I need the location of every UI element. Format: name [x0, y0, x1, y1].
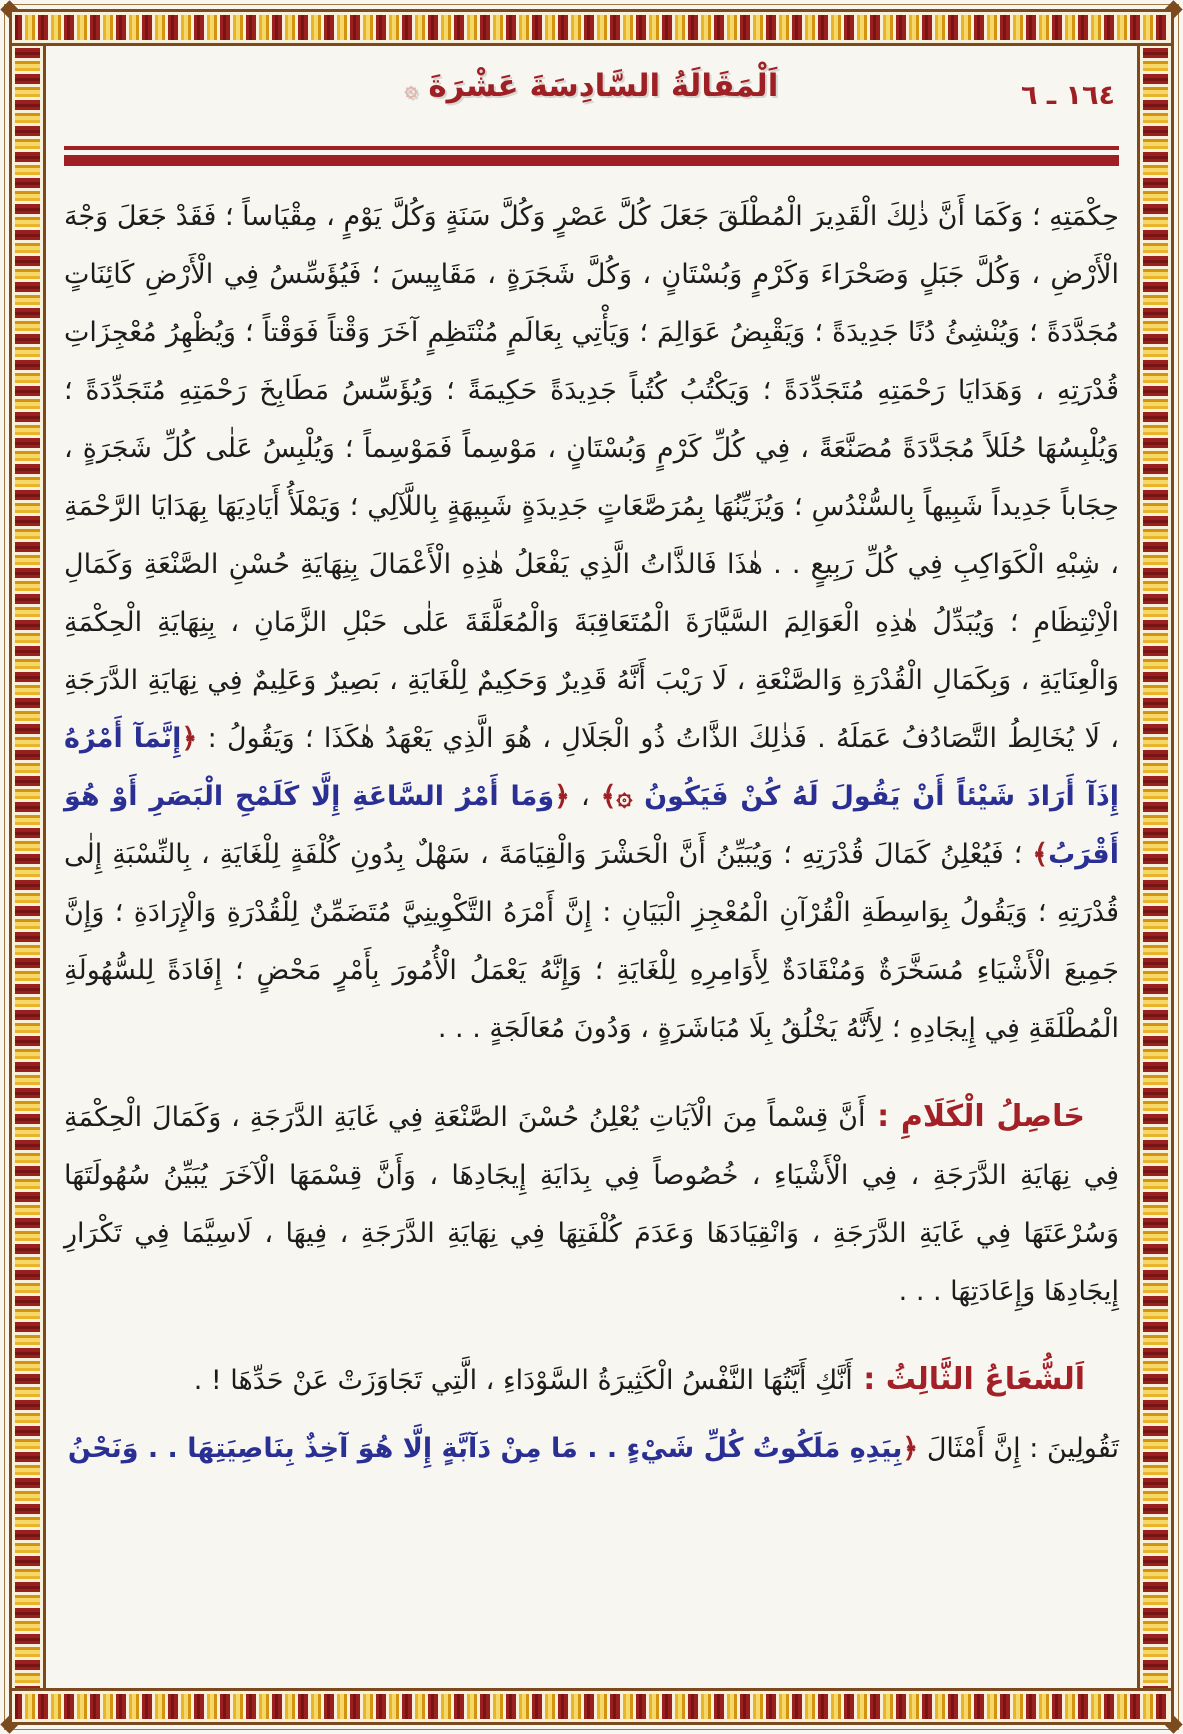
quran-quote: إِنَّمَآ أَمْرُهُ إِذَآ أَرَادَ شَيْئاً أَنْ يَقُولَ لَهُ كُنْ فَيَكُونُ	[64, 723, 1119, 812]
quran-quote: وَمَا أَمْرُ السَّاعَةِ إِلَّا كَلَمْحِ الْبَصَرِ أَوْ هُوَ أَقْرَبُ	[64, 781, 1119, 870]
chain-border-left	[9, 9, 46, 1725]
ayah-open-bracket-icon: ﴿	[554, 781, 570, 812]
ayah-close-bracket-icon: ۞﴾	[600, 781, 645, 812]
text-segment: حِكْمَتِهِ ؛ وَكَمَا أَنَّ ذٰلِكَ الْقَدِيرَ الْمُطْلَقَ جَعَلَ كُلَّ عَصْرٍ وَكُلَّ سَنَةٍ وَكُلَّ يَوْمٍ ، مِقْيَاساً ؛ فَقَدْ جَعَلَ وَجْهَ الْأَرْضِ ، وَكُلَّ جَبَلٍ وَصَحْرَاءَ وَكَرْمٍ وَبُسْتَانٍ ، وَكُلَّ شَجَرَةٍ ، مَقَايِيسَ ؛ فَيُؤَسِّسُ فِي الْأَرْضِ كَائِنَاتٍ مُجَدَّدَةً ؛ وَيُنْشِئُ دُنًا جَدِيدَةً ؛ وَيَقْبِضُ عَوَالِمَ ؛ وَيَأْتِي بِعَالَمٍ مُنْتَظِمٍ آخَرَ وَقْتاً فَوَقْتاً ؛ وَيُظْهِرُ مُعْجِزَاتِ قُدْرَتِهِ ، وَهَدَايَا رَحْمَتِهِ مُتَجَدِّدَةً ؛ وَيَكْتُبُ كُتُباً جَدِيدَةً حَكِيمَةً ؛ وَيُؤَسِّسُ مَطَابِخَ رَحْمَتِهِ مُتَجَدِّدَةً ؛ وَيُلْبِسُهَا حُلَلاً مُجَدَّدَةً مُصَنَّعَةً ، فِي كُلِّ كَرْمٍ وَبُسْتَانٍ ، مَوْسِماً فَمَوْسِماً ؛ وَيُلْبِسُ عَلٰى كُلِّ شَجَرَةٍ ، حِجَاباً جَدِيداً شَبِيهاً بِالسُّنْدُسِ ؛ وَيُزَيِّنُهَا بِمُرَصَّعَاتٍ جَدِيدَةٍ شَبِيهَةٍ بِاللَّآلِي ؛ وَيَمْلَأُ أَيَادِيَهَا بِهَدَايَا الرَّحْمَةِ ، شِبْهِ الْكَوَاكِبِ فِي كُلِّ رَبِيعٍ . . هٰذَا فَالذَّاتُ الَّذِي يَفْعَلُ هٰذِهِ الْأَعْمَالَ بِنِهَايَةِ حُسْنِ الصَّنْعَةِ وَكَمَالِ الْاِنْتِظَامِ ؛ وَيُبَدِّلُ هٰذِهِ الْعَوَالِمَ السَّيَّارَةَ الْمُتَعَاقِبَةَ وَالْمُعَلَّقَةَ عَلٰى حَبْلِ الزَّمَانِ ، بِنِهَايَةِ الْحِكْمَةِ وَالْعِنَايَةِ ، وَبِكَمَالِ الْقُدْرَةِ وَالصَّنْعَةِ ، لَا رَيْبَ أَنَّهُ قَدِيرٌ وَحَكِيمٌ لِلْغَايَةِ ، بَصِيرٌ وَعَلِيمٌ فِي نِهَايَةِ الدَّرَجَةِ ، لَا يُخَالِطُ التَّصَادُفُ عَمَلَهُ . فَذٰلِكَ الذَّاتُ ذُو الْجَلَالِ ، هُوَ الَّذِي يَعْهَدُ هٰكَذَا ؛ وَيَقُولُ :	[64, 201, 1119, 754]
paragraph-main	[64, 188, 1119, 1058]
text-segment: أَنَّكِ أَيَّتُهَا النَّفْسُ الْكَثِيرَةُ السَّوْدَاءِ ، الَّتِي تَجَاوَزَتْ عَنْ حَدِّهَا ! .	[193, 1365, 853, 1396]
paragraph-summary	[64, 1088, 1119, 1321]
section-heading-hasil-alkalam: حَاصِلُ الْكَلَامِ :	[865, 1099, 1085, 1134]
body-text	[64, 188, 1119, 1478]
ayah-open-bracket-icon: ﴿	[902, 1433, 919, 1464]
paragraph-closing	[64, 1420, 1119, 1478]
rosette-ornament-icon: ۞	[404, 77, 418, 102]
quran-quote: بِيَدِهِ مَلَكُوتُ كُلِّ شَيْءٍ . . مَا مِنْ دَآبَّةٍ إِلَّا هُوَ آخِذٌ بِنَاصِيَتِهَا . . وَنَحْنُ	[67, 1433, 903, 1464]
text-segment: أَنَّ قِسْماً مِنَ الْآيَاتِ يُعْلِنُ حُسْنَ الصَّنْعَةِ فِي غَايَةِ الدَّرَجَةِ ، وَكَمَالَ الْحِكْمَةِ فِي نِهَايَةِ الدَّرَجَةِ ، فِي الْأَشْيَاءِ ، خُصُوصاً فِي بِدَايَةِ إِيجَادِهَا ، وَأَنَّ قِسْمَهَا الْآخَرَ يُبَيِّنُ سُهُولَتَهَا وَسُرْعَتَهَا فِي غَايَةِ الدَّرَجَةِ ، وَانْقِيَادَهَا وَعَدَمَ كُلْفَتِهَا فِي نِهَايَةِ الدَّرَجَةِ ، فِيهَا ، لَاسِيَّمَا فِي تَكْرَارِ إِيجَادِهَا وَإِعَادَتِهَا . . .	[64, 1102, 1119, 1307]
section-heading-third-ray: اَلشُّعَاعُ الثَّالِثُ :	[852, 1362, 1085, 1397]
page-content	[64, 58, 1119, 1678]
text-segment: ،	[569, 781, 601, 812]
chain-border-top	[9, 9, 1174, 46]
page-title	[405, 68, 779, 104]
text-segment: ؛ فَيُعْلِنُ كَمَالَ قُدْرَتِهِ ؛ وَيُبَيِّنُ أَنَّ الْحَشْرَ وَالْقِيَامَةَ ، سَهْلٌ بِدُونِ كُلْفَةٍ لِلْغَايَةِ ، بِالنِّسْبَةِ إِلٰى قُدْرَتِهِ ؛ وَيَقُولُ بِوَاسِطَةِ الْقُرْآنِ الْمُعْجِزِ الْبَيَانِ : إِنَّ أَمْرَهُ التَّكْوِينِيَّ مُتَضَمِّنٌ لِلْقُدْرَةِ وَالْإِرَادَةِ ؛ وَإِنَّ جَمِيعَ الْأَشْيَاءِ مُسَخَّرَةٌ وَمُنْقَادَةٌ لِأَوَامِرِهِ لِلْغَايَةِ ؛ وَإِنَّهُ يَعْمَلُ الْأُمُورَ بِأَمْرٍ مَحْضٍ ؛ إِفَادَةً لِلسُّهُولَةِ الْمُطْلَقَةِ فِي إِيجَادِهِ ؛ لِأَنَّهُ يَخْلُقُ بِلَا مُبَاشَرَةٍ ، وَدُونَ مُعَالَجَةٍ . . .	[64, 839, 1119, 1044]
paragraph-third-ray	[64, 1351, 1119, 1410]
ayah-open-bracket-icon: ﴿	[181, 723, 198, 754]
rule-thick-line	[64, 155, 1119, 166]
chain-border-right	[1137, 9, 1174, 1725]
ayah-close-bracket-icon: ﴾	[1032, 839, 1049, 870]
text-segment: تَقُولِينَ : إِنَّ أَمْثَالَ	[918, 1433, 1119, 1464]
page-number: ١٦٤ ـ ٦	[1021, 80, 1115, 111]
page-header	[64, 58, 1119, 142]
page-title-text: اَلْمَقَالَةُ السَّادِسَةَ عَشْرَةَ	[428, 68, 779, 104]
header-double-rule	[64, 146, 1119, 166]
chain-border-bottom	[9, 1688, 1174, 1725]
